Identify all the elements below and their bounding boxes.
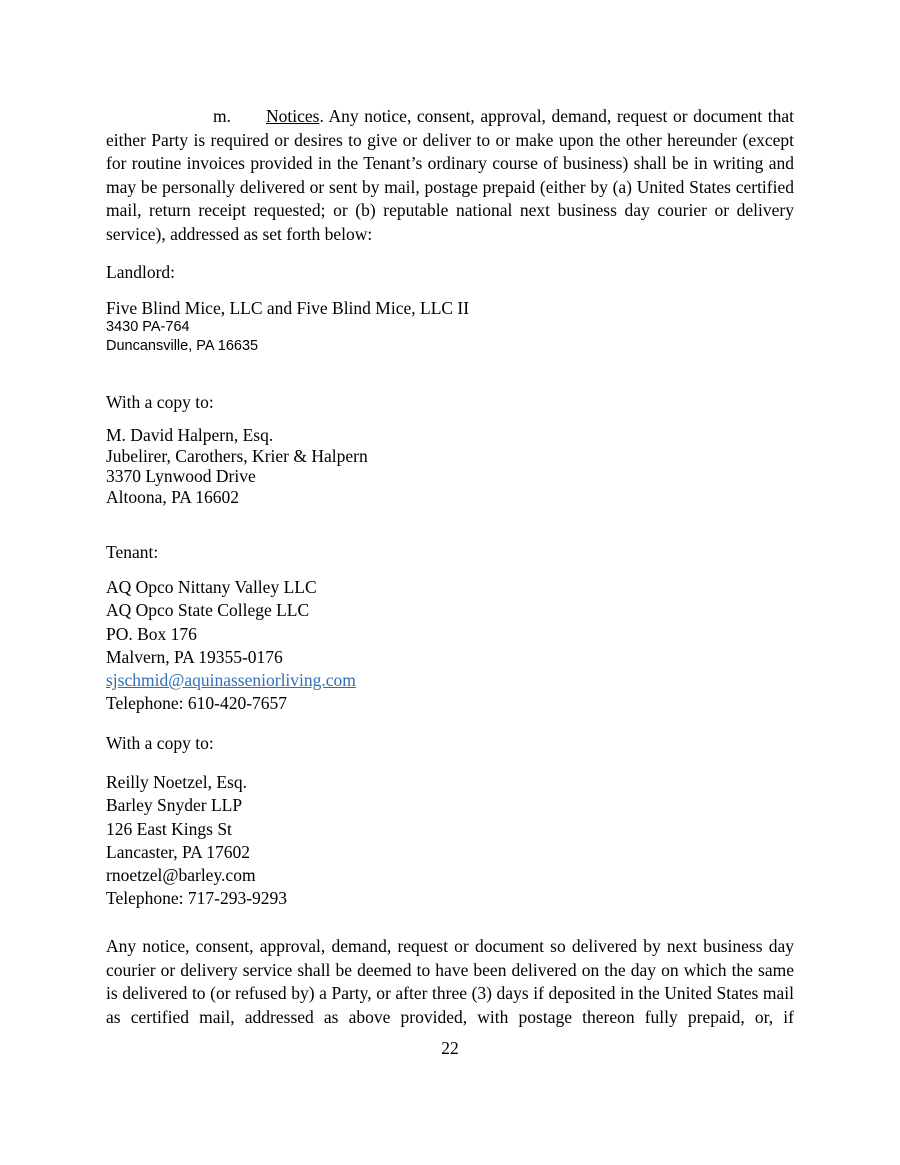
tenant-label: Tenant: xyxy=(106,542,159,562)
address-line: Reilly Noetzel, Esq. xyxy=(106,772,247,792)
landlord-copy-address xyxy=(106,425,794,507)
address-line: Barley Snyder LLP xyxy=(106,795,243,816)
notices-first-line-text: . Any notice, consent, approval, demand, request or document that xyxy=(319,106,794,126)
address-line: 126 East Kings St xyxy=(106,818,232,839)
notices-paragraph xyxy=(106,105,794,247)
landlord-address xyxy=(106,297,794,356)
landlord-label: Landlord: xyxy=(106,262,176,282)
address-line: M. David Halpern, Esq. xyxy=(106,425,274,445)
address-line: Lancaster, PA 17602 xyxy=(106,841,250,862)
landlord-name: Five Blind Mice, LLC and Five Blind Mice, LLC II xyxy=(106,298,470,318)
tenant-copy-address xyxy=(106,771,794,911)
landlord-copy-label: With a copy to: xyxy=(106,392,214,412)
tenant-telephone: Telephone: 610-420-7657 xyxy=(106,693,288,714)
tenant-address xyxy=(106,576,794,716)
address-line: AQ Opco State College LLC xyxy=(106,600,310,621)
page-number: 22 xyxy=(441,1038,459,1058)
address-line: rnoetzel@barley.com xyxy=(106,865,256,886)
address-line: PO. Box 176 xyxy=(106,623,197,644)
tenant-copy-label: With a copy to: xyxy=(106,733,214,753)
address-line: Malvern, PA 19355-0176 xyxy=(106,646,283,667)
section-heading: Notices xyxy=(266,106,320,126)
address-line: AQ Opco Nittany Valley LLC xyxy=(106,577,317,597)
notices-body-text: either Party is required or desires to give or deliver to or make upon the other hereunder (except for routine invoices provided in the Tenant’s ordinary course of business) shall be in writing and may be personally delivered or sent by mail, postage prepaid (either by (a) United States certified mail, return receipt requested; or (b) reputable national next business day courier or delivery service), addressed as set forth below: xyxy=(106,129,794,244)
address-line: Altoona, PA 16602 xyxy=(106,486,240,507)
landlord-city: Duncansville, PA 16635 xyxy=(106,337,259,354)
notices-first-line xyxy=(106,105,794,129)
address-line: Jubelirer, Carothers, Krier & Halpern xyxy=(106,445,368,466)
landlord-street: 3430 PA-764 xyxy=(106,318,190,335)
tenant-email-line xyxy=(106,669,794,692)
address-line: Telephone: 717-293-9293 xyxy=(106,888,288,909)
address-line: 3370 Lynwood Drive xyxy=(106,466,256,486)
section-marker: m. xyxy=(213,106,231,126)
closing-paragraph: Any notice, consent, approval, demand, request or document so delivered by next business day courier or delivery service shall be deemed to have been delivered on the day on which the same is delivered to (or refused by) a Party, or after three (3) days if deposited in the United States mail as certified mail, addressed as above provided, with postage thereon fully prepaid, or, if xyxy=(106,936,794,1027)
tenant-email-link[interactable]: sjschmid@aquinasseniorliving.com xyxy=(106,670,356,691)
